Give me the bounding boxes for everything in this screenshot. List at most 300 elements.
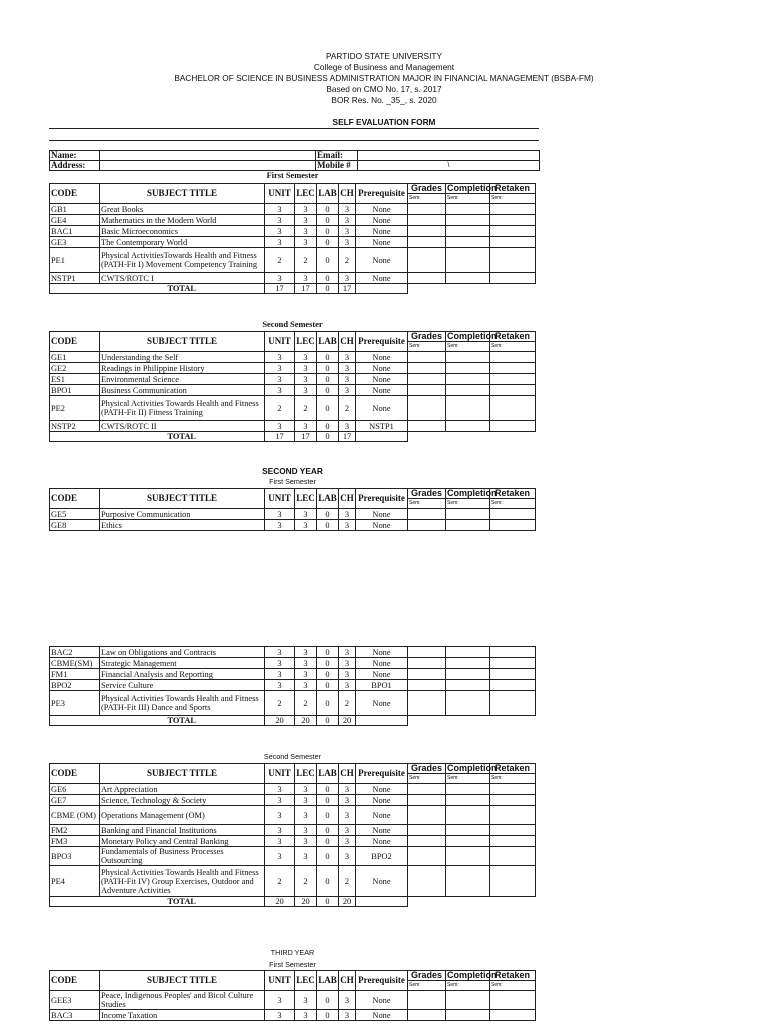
course-code: ES1	[50, 374, 100, 385]
course-lab: 0	[317, 215, 339, 226]
sem-label: Sem:	[490, 194, 536, 204]
completion-input-cell[interactable]	[446, 784, 490, 795]
course-title: Mathematics in the Modern World	[100, 215, 265, 226]
total-unit: 20	[265, 716, 295, 726]
total-spacer	[50, 284, 100, 294]
completion-input-cell[interactable]	[446, 658, 490, 669]
mobile-field[interactable]: \	[358, 161, 540, 171]
course-row	[50, 352, 536, 363]
course-lec: 3	[295, 520, 317, 531]
column-header-lab: LAB	[317, 971, 339, 991]
grade-input-cell[interactable]	[408, 866, 446, 897]
course-code: PE2	[50, 396, 100, 421]
column-header-ch: CH	[339, 184, 356, 204]
column-header-grades: Grades	[408, 971, 446, 981]
course-lab: 0	[317, 847, 339, 866]
course-lec: 2	[295, 691, 317, 716]
completion-input-cell[interactable]	[446, 669, 490, 680]
course-title: Ethics	[100, 520, 265, 531]
retaken-input-cell[interactable]	[490, 1010, 536, 1021]
retaken-input-cell[interactable]	[490, 991, 536, 1010]
table-header-row	[50, 764, 536, 774]
course-title: Business Communication	[100, 385, 265, 396]
course-ch: 3	[339, 385, 356, 396]
course-lec: 3	[295, 825, 317, 836]
grade-input-cell[interactable]	[408, 691, 446, 716]
course-title: Service Culture	[100, 680, 265, 691]
column-header-lec: LEC	[295, 332, 317, 352]
retaken-input-cell[interactable]	[490, 215, 536, 226]
retaken-input-cell[interactable]	[490, 647, 536, 658]
completion-input-cell[interactable]	[446, 215, 490, 226]
course-code: PE3	[50, 691, 100, 716]
course-code: NSTP1	[50, 273, 100, 284]
course-code: GB1	[50, 204, 100, 215]
total-unit: 17	[265, 284, 295, 294]
total-row	[50, 716, 536, 726]
completion-input-cell[interactable]	[446, 836, 490, 847]
course-row	[50, 669, 536, 680]
course-ch: 3	[339, 647, 356, 658]
sem-label: Sem:	[446, 774, 490, 784]
blank-cell	[490, 284, 536, 294]
retaken-input-cell[interactable]	[490, 226, 536, 237]
blank-cell	[408, 284, 446, 294]
completion-input-cell[interactable]	[446, 847, 490, 866]
column-header-code: CODE	[50, 971, 100, 991]
caption-y1s1: First Semester	[266, 171, 319, 180]
course-row	[50, 680, 536, 691]
completion-input-cell[interactable]	[446, 647, 490, 658]
retaken-input-cell[interactable]	[490, 847, 536, 866]
course-row	[50, 991, 536, 1010]
completion-input-cell[interactable]	[446, 680, 490, 691]
grade-input-cell[interactable]	[408, 421, 446, 432]
course-ch: 3	[339, 658, 356, 669]
grade-input-cell[interactable]	[408, 237, 446, 248]
completion-input-cell[interactable]	[446, 795, 490, 806]
name-field[interactable]	[100, 151, 316, 161]
course-title: Strategic Management	[100, 658, 265, 669]
course-row	[50, 509, 536, 520]
grade-input-cell[interactable]	[408, 658, 446, 669]
course-code: CBME (OM)	[50, 806, 100, 825]
total-lab: 0	[317, 716, 339, 726]
course-lec: 3	[295, 658, 317, 669]
course-lab: 0	[317, 385, 339, 396]
grade-input-cell[interactable]	[408, 825, 446, 836]
course-lec: 3	[295, 421, 317, 432]
course-row	[50, 784, 536, 795]
column-header-retaken: Retaken	[490, 489, 536, 499]
course-code: BPO1	[50, 385, 100, 396]
column-header-completion: Completion	[447, 331, 497, 341]
total-lec: 17	[295, 432, 317, 442]
course-code: GE5	[50, 509, 100, 520]
grade-input-cell[interactable]	[408, 273, 446, 284]
course-unit: 2	[265, 691, 295, 716]
email-field[interactable]	[358, 151, 540, 161]
course-unit: 3	[265, 363, 295, 374]
course-ch: 3	[339, 237, 356, 248]
grade-input-cell[interactable]	[408, 509, 446, 520]
blank-cell	[408, 716, 446, 726]
retaken-input-cell[interactable]	[490, 385, 536, 396]
bor-reference: BOR Res. No. _35_, s. 2020	[331, 95, 437, 105]
course-unit: 3	[265, 352, 295, 363]
blank-cell	[490, 897, 536, 907]
caption-third-year: THIRD YEAR	[270, 948, 315, 957]
course-lab: 0	[317, 680, 339, 691]
column-header-completion: Completion	[447, 183, 497, 193]
course-code: NSTP2	[50, 421, 100, 432]
course-ch: 3	[339, 795, 356, 806]
course-lec: 3	[295, 237, 317, 248]
sem-label: Sem:	[490, 499, 536, 509]
total-prerequisite	[356, 432, 408, 442]
column-header-unit: UNIT	[265, 184, 295, 204]
completion-input-cell[interactable]	[446, 825, 490, 836]
course-table-y1s2	[49, 331, 536, 442]
course-ch: 3	[339, 836, 356, 847]
retaken-input-cell[interactable]	[490, 248, 536, 273]
course-unit: 2	[265, 866, 295, 897]
grade-input-cell[interactable]	[408, 363, 446, 374]
retaken-input-cell[interactable]	[490, 658, 536, 669]
column-header-unit: UNIT	[265, 489, 295, 509]
column-header-completion: Completion	[447, 763, 497, 773]
completion-input-cell[interactable]	[446, 520, 490, 531]
retaken-input-cell[interactable]	[490, 520, 536, 531]
course-lab: 0	[317, 509, 339, 520]
table-header-row	[50, 489, 536, 499]
sem-label: Sem:	[408, 774, 446, 784]
retaken-input-cell[interactable]	[490, 421, 536, 432]
course-prerequisite: None	[356, 691, 408, 716]
course-title: Purposive Communication	[100, 509, 265, 520]
sem-label: Sem:	[490, 342, 536, 352]
course-lec: 2	[295, 396, 317, 421]
column-header-prerequisite: Prerequisite	[356, 184, 408, 204]
course-ch: 3	[339, 847, 356, 866]
course-lec: 3	[295, 352, 317, 363]
divider	[49, 128, 539, 129]
course-code: FM1	[50, 669, 100, 680]
course-code: FM3	[50, 836, 100, 847]
name-label: Name:	[50, 151, 100, 161]
course-code: BAC2	[50, 647, 100, 658]
column-header-code: CODE	[50, 332, 100, 352]
course-lab: 0	[317, 248, 339, 273]
grade-input-cell[interactable]	[408, 396, 446, 421]
grade-input-cell[interactable]	[408, 520, 446, 531]
course-unit: 3	[265, 385, 295, 396]
course-row	[50, 248, 536, 273]
course-lab: 0	[317, 204, 339, 215]
course-row	[50, 520, 536, 531]
course-title: Science, Technology & Society	[100, 795, 265, 806]
grade-input-cell[interactable]	[408, 806, 446, 825]
retaken-input-cell[interactable]	[490, 680, 536, 691]
total-unit: 17	[265, 432, 295, 442]
column-header-unit: UNIT	[265, 971, 295, 991]
caption-second-year: SECOND YEAR	[262, 466, 323, 476]
retaken-input-cell[interactable]	[490, 795, 536, 806]
course-prerequisite: None	[356, 363, 408, 374]
column-header-grades: Grades	[408, 332, 446, 342]
course-lec: 3	[295, 204, 317, 215]
column-header-code: CODE	[50, 764, 100, 784]
course-lab: 0	[317, 825, 339, 836]
column-header-prerequisite: Prerequisite	[356, 971, 408, 991]
sem-label: Sem:	[446, 194, 490, 204]
total-prerequisite	[356, 716, 408, 726]
completion-input-cell[interactable]	[446, 806, 490, 825]
retaken-input-cell[interactable]	[490, 509, 536, 520]
total-lab: 0	[317, 284, 339, 294]
completion-input-cell[interactable]	[446, 374, 490, 385]
total-lec: 20	[295, 897, 317, 907]
grade-input-cell[interactable]	[408, 248, 446, 273]
retaken-input-cell[interactable]	[490, 374, 536, 385]
course-lec: 3	[295, 215, 317, 226]
course-row	[50, 204, 536, 215]
completion-input-cell[interactable]	[446, 509, 490, 520]
course-prerequisite: None	[356, 795, 408, 806]
total-label: TOTAL	[100, 432, 265, 442]
course-title: Monetary Policy and Central Banking	[100, 836, 265, 847]
course-lec: 3	[295, 836, 317, 847]
grade-input-cell[interactable]	[408, 204, 446, 215]
retaken-input-cell[interactable]	[490, 784, 536, 795]
retaken-input-cell[interactable]	[490, 396, 536, 421]
course-prerequisite: None	[356, 647, 408, 658]
completion-input-cell[interactable]	[446, 273, 490, 284]
course-title: Physical ActivitiesTowards Health and Fitness (PATH-Fit I) Movement Competency Training	[100, 248, 265, 273]
course-unit: 3	[265, 680, 295, 691]
caption-y2s1: First Semester	[269, 477, 316, 486]
course-unit: 3	[265, 273, 295, 284]
retaken-input-cell[interactable]	[490, 669, 536, 680]
column-header-lec: LEC	[295, 764, 317, 784]
completion-input-cell[interactable]	[446, 866, 490, 897]
course-prerequisite: None	[356, 374, 408, 385]
column-header-subject-title: SUBJECT TITLE	[100, 971, 265, 991]
course-row	[50, 396, 536, 421]
course-row	[50, 374, 536, 385]
total-spacer	[50, 897, 100, 907]
total-ch: 17	[339, 284, 356, 294]
course-code: GE8	[50, 520, 100, 531]
course-title: Income Taxation	[100, 1010, 265, 1021]
course-unit: 3	[265, 421, 295, 432]
course-code: BPO2	[50, 680, 100, 691]
completion-input-cell[interactable]	[446, 1010, 490, 1021]
completion-input-cell[interactable]	[446, 226, 490, 237]
course-row	[50, 691, 536, 716]
column-header-code: CODE	[50, 489, 100, 509]
grade-input-cell[interactable]	[408, 647, 446, 658]
completion-input-cell[interactable]	[446, 237, 490, 248]
blank-cell	[446, 897, 490, 907]
completion-input-cell[interactable]	[446, 991, 490, 1010]
course-code: GE3	[50, 237, 100, 248]
course-prerequisite: None	[356, 669, 408, 680]
sem-label: Sem:	[408, 499, 446, 509]
course-unit: 3	[265, 647, 295, 658]
caption-y3s1: First Semester	[269, 960, 316, 969]
course-title: CWTS/ROTC II	[100, 421, 265, 432]
grade-input-cell[interactable]	[408, 836, 446, 847]
completion-input-cell[interactable]	[446, 363, 490, 374]
blank-cell	[446, 432, 490, 442]
retaken-input-cell[interactable]	[490, 691, 536, 716]
course-lab: 0	[317, 991, 339, 1010]
course-table-y3s1	[49, 970, 536, 1021]
course-lec: 3	[295, 374, 317, 385]
course-unit: 3	[265, 784, 295, 795]
total-unit: 20	[265, 897, 295, 907]
course-title: Great Books	[100, 204, 265, 215]
grade-input-cell[interactable]	[408, 385, 446, 396]
course-unit: 3	[265, 825, 295, 836]
sem-label: Sem:	[490, 981, 536, 991]
completion-input-cell[interactable]	[446, 396, 490, 421]
total-row	[50, 432, 536, 442]
course-lec: 3	[295, 784, 317, 795]
course-ch: 3	[339, 991, 356, 1010]
course-ch: 3	[339, 669, 356, 680]
grade-input-cell[interactable]	[408, 226, 446, 237]
total-row	[50, 897, 536, 907]
total-spacer	[50, 432, 100, 442]
course-ch: 3	[339, 421, 356, 432]
grade-input-cell[interactable]	[408, 669, 446, 680]
course-lec: 3	[295, 226, 317, 237]
grade-input-cell[interactable]	[408, 847, 446, 866]
course-row	[50, 647, 536, 658]
course-ch: 3	[339, 520, 356, 531]
column-header-ch: CH	[339, 971, 356, 991]
completion-input-cell[interactable]	[446, 248, 490, 273]
column-header-lab: LAB	[317, 764, 339, 784]
sem-label: Sem:	[408, 342, 446, 352]
course-unit: 3	[265, 795, 295, 806]
course-prerequisite: BPO1	[356, 680, 408, 691]
course-row	[50, 237, 536, 248]
column-header-grades: Grades	[408, 764, 446, 774]
sem-label: Sem:	[408, 981, 446, 991]
retaken-input-cell[interactable]	[490, 825, 536, 836]
course-lec: 3	[295, 509, 317, 520]
column-header-lab: LAB	[317, 489, 339, 509]
course-unit: 3	[265, 204, 295, 215]
course-unit: 3	[265, 847, 295, 866]
course-row	[50, 273, 536, 284]
course-title: Fundamentals of Business Processes Outsourcing	[100, 847, 265, 866]
course-prerequisite: None	[356, 509, 408, 520]
course-unit: 2	[265, 396, 295, 421]
course-lab: 0	[317, 421, 339, 432]
course-title: Basic Microeconomics	[100, 226, 265, 237]
course-ch: 3	[339, 1010, 356, 1021]
course-prerequisite: NSTP1	[356, 421, 408, 432]
total-lec: 17	[295, 284, 317, 294]
grade-input-cell[interactable]	[408, 784, 446, 795]
column-header-lab: LAB	[317, 332, 339, 352]
total-lab: 0	[317, 897, 339, 907]
column-header-unit: UNIT	[265, 332, 295, 352]
sem-label: Sem:	[446, 981, 490, 991]
course-unit: 3	[265, 991, 295, 1010]
total-ch: 20	[339, 716, 356, 726]
grade-input-cell[interactable]	[408, 795, 446, 806]
column-header-subject-title: SUBJECT TITLE	[100, 489, 265, 509]
course-prerequisite: None	[356, 215, 408, 226]
completion-input-cell[interactable]	[446, 691, 490, 716]
total-label: TOTAL	[100, 284, 265, 294]
course-lec: 3	[295, 363, 317, 374]
course-prerequisite: None	[356, 825, 408, 836]
retaken-input-cell[interactable]	[490, 866, 536, 897]
course-lec: 3	[295, 273, 317, 284]
caption-y1s2: Second Semester	[262, 320, 323, 329]
course-prerequisite: None	[356, 520, 408, 531]
completion-input-cell[interactable]	[446, 385, 490, 396]
course-lab: 0	[317, 363, 339, 374]
column-header-prerequisite: Prerequisite	[356, 332, 408, 352]
mobile-label: Mobile #	[316, 161, 358, 171]
course-lab: 0	[317, 658, 339, 669]
retaken-input-cell[interactable]	[490, 363, 536, 374]
course-title: Environmental Science	[100, 374, 265, 385]
course-prerequisite: None	[356, 273, 408, 284]
column-header-lec: LEC	[295, 489, 317, 509]
course-title: Peace, Indigenous Peoples' and Bicol Culture Studies	[100, 991, 265, 1010]
course-ch: 2	[339, 691, 356, 716]
grade-input-cell[interactable]	[408, 680, 446, 691]
retaken-input-cell[interactable]	[490, 806, 536, 825]
retaken-input-cell[interactable]	[490, 836, 536, 847]
course-row	[50, 658, 536, 669]
course-ch: 3	[339, 806, 356, 825]
sem-label: Sem:	[446, 499, 490, 509]
course-code: GE7	[50, 795, 100, 806]
course-lab: 0	[317, 1010, 339, 1021]
retaken-input-cell[interactable]	[490, 352, 536, 363]
address-field[interactable]	[100, 161, 316, 171]
total-label: TOTAL	[100, 716, 265, 726]
course-code: GE6	[50, 784, 100, 795]
retaken-input-cell[interactable]	[490, 273, 536, 284]
grade-input-cell[interactable]	[408, 374, 446, 385]
course-lec: 2	[295, 866, 317, 897]
retaken-input-cell[interactable]	[490, 237, 536, 248]
total-ch: 20	[339, 897, 356, 907]
completion-input-cell[interactable]	[446, 204, 490, 215]
retaken-input-cell[interactable]	[490, 204, 536, 215]
completion-input-cell[interactable]	[446, 421, 490, 432]
grade-input-cell[interactable]	[408, 1010, 446, 1021]
grade-input-cell[interactable]	[408, 991, 446, 1010]
column-header-ch: CH	[339, 489, 356, 509]
course-lec: 3	[295, 669, 317, 680]
course-unit: 2	[265, 248, 295, 273]
grade-input-cell[interactable]	[408, 352, 446, 363]
grade-input-cell[interactable]	[408, 215, 446, 226]
completion-input-cell[interactable]	[446, 352, 490, 363]
course-lab: 0	[317, 866, 339, 897]
